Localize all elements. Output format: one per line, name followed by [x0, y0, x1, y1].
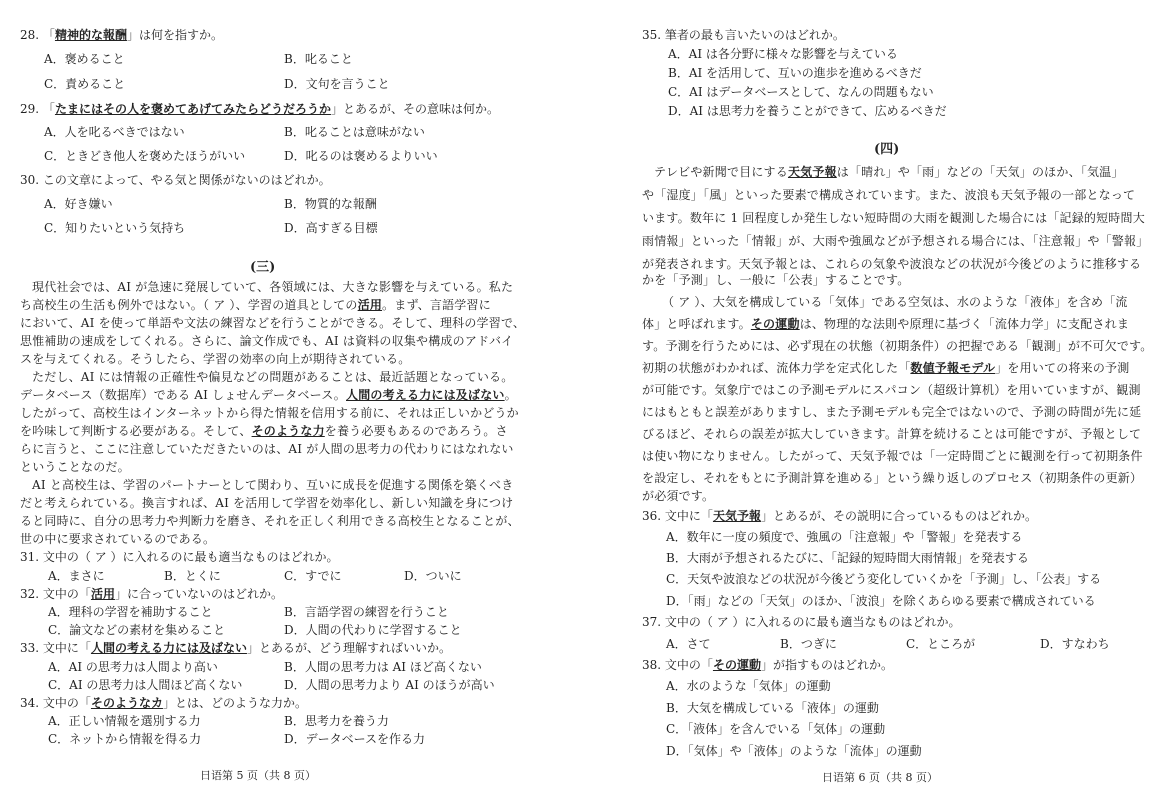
option-37c: C．ところが: [906, 637, 976, 651]
option-34a: A．正しい情報を選別する力: [48, 714, 201, 728]
passage-line: 初期の状態がわかれば、流体力学を定式化した「数値予報モデル」を用いての将来の予測: [642, 361, 1130, 375]
option-36d: D．「雨」などの「天気」のほか、「波浪」を除くあらゆる要素で構成されている: [666, 594, 1096, 608]
option-37d: D．すなわち: [1040, 637, 1110, 651]
question-29: 29. 「たまにはその人を褒めてあげてみたらどうだろうか」とあるが、その意味は何か。: [20, 102, 499, 116]
option-36c: C．天気や波浪などの状況が今後どう変化していくかを「予測」し、「公表」する: [666, 572, 1102, 586]
option-38d: D．「気体」や「液体」のような「流体」の運動: [666, 744, 922, 758]
passage-line: ち高校生の生活も例外ではない。（ ア ）、学習の道具としての活用。まず、言語学習に: [20, 298, 491, 312]
passage-line: テレビや新聞で目にする天気予報は「晴れ」や「雨」などの「天気」のほか、「気温」: [654, 165, 1124, 179]
passage-line: AI と高校生は、学習のパートナーとして関わり、互いに成長を促進する関係を築くべき: [32, 478, 514, 492]
passage-line: を設定し、それをもとに予測計算を進める」という繰り返しのプロセス（初期条件の更新）: [642, 471, 1143, 485]
option-35c: C．AI はデータベースとして、なんの問題もない: [668, 85, 934, 99]
option-28d: D．文句を言うこと: [284, 77, 390, 91]
passage-line: が発表されます。天気予報とは、これらの気象や波浪などの状況が今後どのように推移する: [642, 257, 1142, 271]
option-31a: A．まさに: [48, 569, 105, 583]
option-30d: D．高すぎる目標: [284, 221, 378, 235]
option-36b: B．大雨が予想されるたびに、「記録的短時間大雨情報」を発表する: [666, 551, 1029, 565]
option-33b: B．人間の思考力は AI ほど高くない: [284, 660, 482, 674]
page-footer: 日语第 6 页（共 8 页）: [822, 771, 938, 784]
option-29b: B．叱ることは意味がない: [284, 125, 425, 139]
passage-line: 体」と呼ばれます。その運動は、物理的な法則や原理に基づく「流体力学」に支配されま: [642, 317, 1130, 331]
option-33c: C．AI の思考力は人間ほど高くない: [48, 678, 243, 692]
option-33a: A．AI の思考力は人間より高い: [48, 660, 218, 674]
option-34b: B．思考力を養う力: [284, 714, 389, 728]
passage-line: において、AI を使って単語や文法の練習などを行うことができる。そして、理科の学習で、: [20, 316, 526, 330]
question-38: 38. 文中の「その運動」が指すものはどれか。: [642, 658, 893, 672]
option-29c: C．ときどき他人を褒めたほうがいい: [44, 149, 246, 163]
right-page: [578, 0, 1156, 800]
option-34c: C．ネットから情報を得る力: [48, 732, 202, 746]
passage-line: す。予測を行うためには、必ず現在の状態（初期条件）の把握である「観測」が不可欠です。: [642, 339, 1153, 353]
option-37b: B．つぎに: [780, 637, 837, 651]
passage-line: 思惟補助の速成をしてくれる。さらに、論文作成でも、AI は資料の収集や構成のアドバイ: [20, 334, 514, 348]
option-35a: A．AI は各分野に様々な影響を与えている: [668, 47, 898, 61]
option-34d: D．データベースを作る力: [284, 732, 426, 746]
question-33: 33. 文中に「人間の考える力には及ばない」とあるが、どう理解すればいいか。: [20, 641, 451, 655]
option-32c: C．論文などの素材を集めること: [48, 623, 226, 637]
option-32b: B．言語学習の練習を行うこと: [284, 605, 449, 619]
option-28c: C．責めること: [44, 77, 126, 91]
option-33d: D．人間の思考力より AI のほうが高い: [284, 678, 495, 692]
question-32: 32. 文中の「活用」に合っていないのはどれか。: [20, 587, 283, 601]
passage-line: 雨情報」といった「情報」が、大雨や強風などが予想される場合には、「注意報」や「警報」: [642, 234, 1149, 248]
option-36a: A．数年に一度の頻度で、強風の「注意報」や「警報」を発表する: [666, 530, 1023, 544]
question-31: 31. 文中の（ ア ）に入れるのに最も適当なものはどれか。: [20, 550, 339, 564]
option-38a: A．水のような「気体」の運動: [666, 679, 831, 693]
passage-line: を吟味して判断する必要がある。そして、そのような力を養う必要もあるのであろう。さ: [20, 424, 508, 438]
option-35b: B．AI を活用して、互いの進歩を進めるべきだ: [668, 66, 922, 80]
passage-line: かを「予測」し、一般に「公表」することです。: [642, 273, 910, 287]
passage-line: 現代社会では、AI が急速に発展していて、各領域には、大きな影響を与えている。私た: [32, 280, 514, 294]
passage-line: が可能です。気象庁ではこの予測モデルにスパコン（超级计算机）を用いていますが、観測: [642, 383, 1141, 397]
passage-line: ると同時に、自分の思考力や判断力を磨き、それを正しく利用できる高校生となることが、: [20, 514, 520, 528]
option-31b: B．とくに: [164, 569, 221, 583]
passage-line: （ ア ）、大気を構成している「気体」である空気は、水のような「液体」を含め「流: [662, 295, 1128, 309]
option-30a: A．好き嫌い: [44, 197, 113, 211]
page-footer: 日语第 5 页（共 8 页）: [200, 769, 316, 782]
passage-line: は使い物になりません。したがって、天気予報では「一定時間ごとに観測を行って初期条件: [642, 449, 1143, 463]
passage-line: らに言うと、ここに注意していただきたいのは、AI が人間の思考力の代わりにはなれない: [20, 442, 514, 456]
passage-line: ということなのだ。: [20, 460, 130, 474]
option-31c: C．すでに: [284, 569, 342, 583]
passage-line: が必須です。: [642, 489, 715, 503]
passage-line: データベース（数据库）である AI しょせんデータベース。人間の考える力には及ばない。: [20, 388, 517, 402]
passage-line: スを与えてくれる。そうしたら、学習の効率の向上が期待されている。: [20, 352, 411, 366]
passage-line: したがって、高校生はインターネットから得た情報を信用する前に、それは正しいかどうか: [20, 406, 519, 420]
option-38b: B．大気を構成している「液体」の運動: [666, 701, 879, 715]
question-35: 35. 筆者の最も言いたいのはどれか。: [642, 28, 845, 42]
option-28a: A．褒めること: [44, 52, 125, 66]
passage-line: だと考えられている。換言すれば、AI を活用して学習を効率化し、新しい知識を身につけ: [20, 496, 514, 510]
passage-line: 世の中に要求されているのである。: [20, 532, 216, 546]
option-32d: D．人間の代わりに学習すること: [284, 623, 462, 637]
option-30b: B．物質的な報酬: [284, 197, 377, 211]
option-31d: D．ついに: [404, 569, 462, 583]
question-36: 36. 文中に「天気予報」とあるが、その説明に合っているものはどれか。: [642, 509, 1037, 523]
question-30: 30. この文章によって、やる気と関係がないのはどれか。: [20, 173, 331, 187]
passage-line: ただし、AI には情報の正確性や偏見などの問題があることは、最近話題となっている。: [32, 370, 514, 384]
option-29d: D．叱るのは褒めるよりいい: [284, 149, 438, 163]
section-heading-3: (三): [250, 260, 276, 275]
option-29a: A．人を叱るべきではない: [44, 125, 185, 139]
passage-line: や「湿度」「風」といった要素で構成されています。また、波浪も天気予報の一部となって: [642, 188, 1136, 202]
passage-line: びるほど、それらの誤差が拡大していきます。計算を続けることは可能ですが、予報として: [642, 427, 1142, 441]
option-30c: C．知りたいという気持ち: [44, 221, 186, 235]
option-35d: D．AI は思考力を養うことができて、広めるべきだ: [668, 104, 947, 118]
passage-line: います。数年に 1 回程度しか発生しない短時間の大雨を観測した場合には「記録的短時間大: [642, 211, 1145, 225]
option-28b: B．叱ること: [284, 52, 353, 66]
question-34: 34. 文中の「そのようなカ」とは、どのような力か。: [20, 696, 307, 710]
option-32a: A．理科の学習を補助すること: [48, 605, 213, 619]
passage-line: にはもともと誤差がありますし、また予測モデルも完全ではないので、予測の時間が先に延: [642, 405, 1142, 419]
option-38c: C．「液体」を含んでいる「気体」の運動: [666, 722, 886, 736]
question-37: 37. 文中の（ ア ）に入れるのに最も適当なものはどれか。: [642, 615, 961, 629]
question-28: 28. 「精神的な報酬」は何を指すか。: [20, 28, 223, 42]
option-37a: A．さて: [666, 637, 711, 651]
section-heading-4: (四): [874, 142, 900, 157]
